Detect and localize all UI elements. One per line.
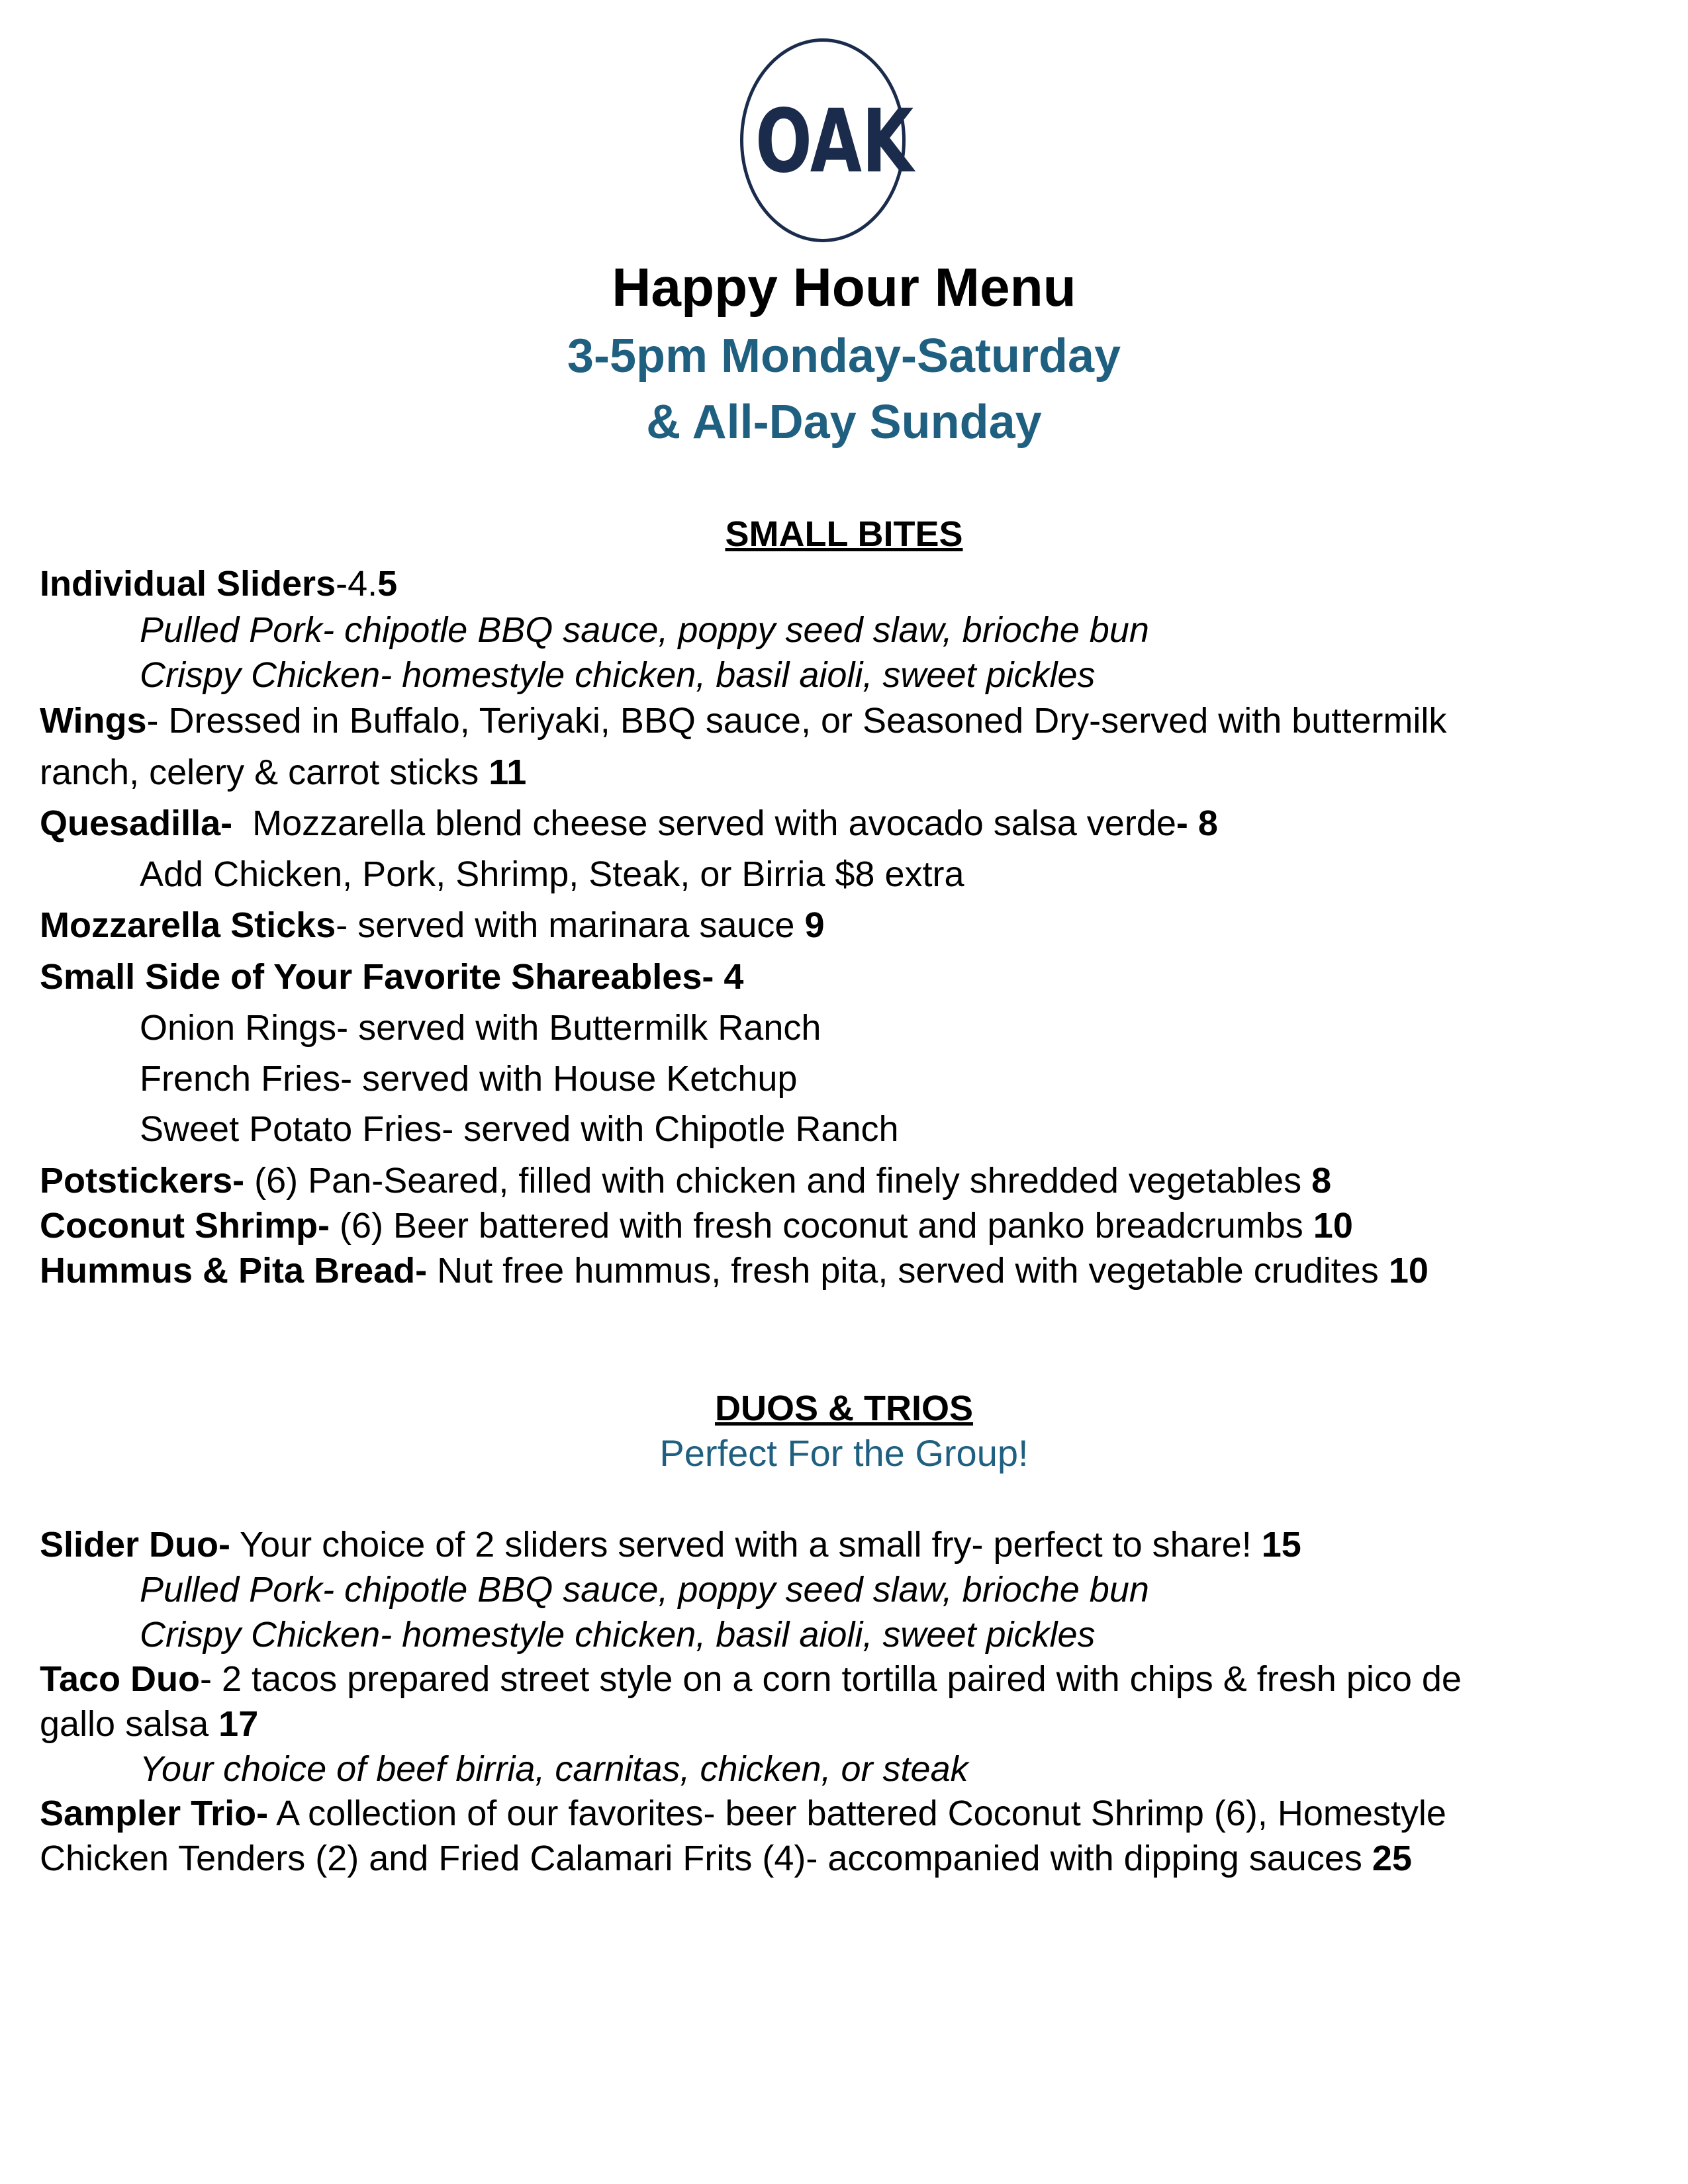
item-price: - 8 [1176, 803, 1218, 843]
menu-item-sampler-trio [40, 1791, 1655, 1836]
menu-item-small-side [40, 954, 1655, 999]
menu-item-slider-duo [40, 1522, 1655, 1567]
menu-item-quesadilla [40, 801, 1655, 846]
item-price: 11 [489, 752, 527, 792]
menu-item-sampler-trio-cont [40, 1836, 1655, 1881]
item-description: Mozzarella blend cheese served with avocado salsa verde [232, 803, 1176, 843]
section-heading-small-bites: SMALL BITES [725, 514, 963, 554]
item-description: - served with marinara sauce [336, 905, 805, 945]
item-price: 17 [218, 1704, 259, 1744]
item-name: Sampler Trio- [40, 1794, 269, 1833]
item-description: (6) Pan-Seared, filled with chicken and finely shredded vegetables [244, 1161, 1312, 1201]
logo-text: OAK [755, 91, 914, 193]
item-price: 10 [1313, 1206, 1353, 1246]
menu-item-coconut-shrimp [40, 1203, 1655, 1248]
hours-sunday: & All-Day Sunday [646, 396, 1042, 449]
item-name: Potstickers- [40, 1161, 245, 1201]
item-description: gallo salsa [40, 1704, 219, 1744]
item-price: 15 [1261, 1525, 1301, 1565]
menu-item-wings-cont [40, 750, 1655, 795]
item-name: Slider Duo- [40, 1525, 231, 1565]
slider-duo-option-pulled-pork: Pulled Pork- chipotle BBQ sauce, poppy seed slaw, brioche bun [140, 1570, 1149, 1610]
item-description: Your choice of 2 sliders served with a small fry- perfect to share! [230, 1525, 1262, 1565]
slider-duo-option-crispy-chicken: Crispy Chicken- homestyle chicken, basil aioli, sweet pickles [140, 1615, 1096, 1655]
item-name: Mozzarella Sticks [40, 905, 336, 945]
item-name: Coconut Shrimp- [40, 1206, 330, 1246]
item-name: Quesadilla- [40, 803, 233, 843]
item-description: - Dressed in Buffalo, Teriyaki, BBQ sauce, or Seasoned Dry-served with buttermilk [146, 701, 1447, 741]
section-tagline: Perfect For the Group! [659, 1432, 1029, 1474]
menu-item-individual-sliders [40, 561, 1655, 606]
menu-item-hummus-pita [40, 1248, 1655, 1293]
item-name: Hummus & Pita Bread- [40, 1251, 428, 1291]
menu-item-potstickers [40, 1158, 1655, 1203]
slider-option-crispy-chicken: Crispy Chicken- homestyle chicken, basil aioli, sweet pickles [140, 655, 1096, 695]
hours-weekday: 3-5pm Monday-Saturday [567, 330, 1121, 383]
item-price: 5 [377, 564, 398, 604]
item-description: ranch, celery & carrot sticks [40, 752, 489, 792]
menu-item-taco-duo-cont [40, 1702, 1655, 1747]
item-name: Small Side of Your Favorite Shareables- 4 [40, 957, 744, 997]
item-description: A collection of our favorites- beer battered Coconut Shrimp (6), Homestyle [268, 1794, 1446, 1833]
side-option-sweet-potato-fries: Sweet Potato Fries- served with Chipotle Ranch [140, 1109, 899, 1149]
menu-item-mozzarella-sticks [40, 903, 1655, 948]
item-name: Wings [40, 701, 147, 741]
quesadilla-addon: Add Chicken, Pork, Shrimp, Steak, or Birria $8 extra [140, 854, 964, 894]
item-name: Individual Sliders [40, 564, 336, 604]
menu-item-taco-duo [40, 1657, 1655, 1702]
menu-title: Happy Hour Menu [612, 257, 1076, 318]
item-price-prefix: -4. [336, 564, 378, 604]
item-price: 10 [1388, 1251, 1429, 1291]
oak-logo [740, 38, 914, 242]
section-heading-duos-trios: DUOS & TRIOS [714, 1388, 974, 1428]
taco-duo-choice: Your choice of beef birria, carnitas, chicken, or steak [140, 1749, 968, 1789]
side-option-french-fries: French Fries- served with House Ketchup [140, 1059, 798, 1099]
item-description: - 2 tacos prepared street style on a corn tortilla paired with chips & fresh pico de [200, 1659, 1462, 1699]
item-price: 25 [1372, 1839, 1412, 1878]
item-name: Taco Duo [40, 1659, 200, 1699]
item-description: (6) Beer battered with fresh coconut and panko breadcrumbs [329, 1206, 1313, 1246]
side-option-onion-rings: Onion Rings- served with Buttermilk Ranch [140, 1008, 821, 1048]
item-price: 9 [804, 905, 825, 945]
item-description: Chicken Tenders (2) and Fried Calamari Frits (4)- accompanied with dipping sauces [40, 1839, 1372, 1878]
menu-item-wings [40, 698, 1655, 743]
item-description: Nut free hummus, fresh pita, served with vegetable crudites [427, 1251, 1389, 1291]
item-price: 8 [1311, 1161, 1332, 1201]
slider-option-pulled-pork: Pulled Pork- chipotle BBQ sauce, poppy seed slaw, brioche bun [140, 610, 1149, 650]
